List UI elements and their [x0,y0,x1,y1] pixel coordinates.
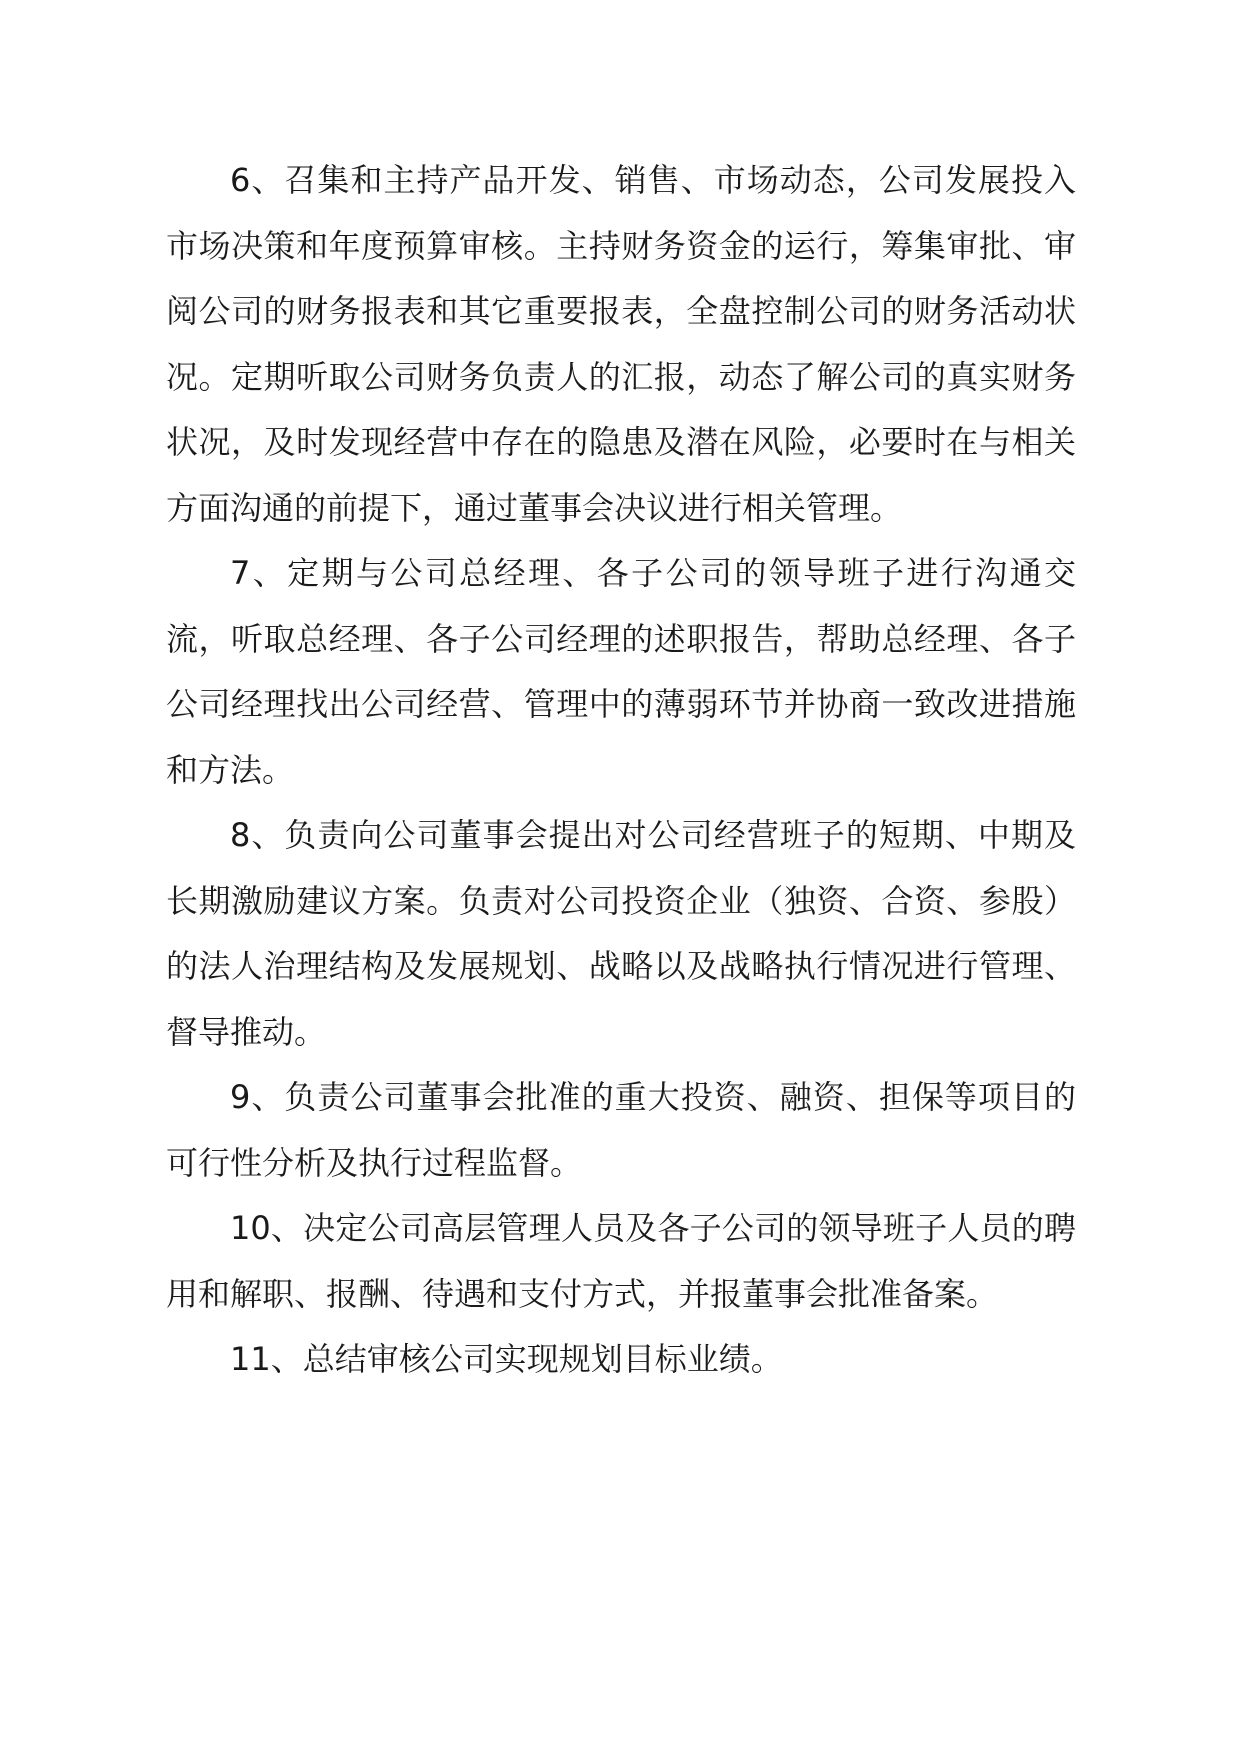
paragraph-item-9: 9、负责公司董事会批准的重大投资、融资、担保等项目的可行性分析及执行过程监督。 [166,1078,1076,1182]
paragraph-item-10: 10、决定公司高层管理人员及各子公司的领导班子人员的聘用和解职、报酬、待遇和支付方式，并报董事会批准备案。 [166,1209,1076,1313]
paragraph-item-8: 8、负责向公司董事会提出对公司经营班子的短期、中期及长期激励建议方案。负责对公司投资企业（独资、合资、参股）的法人治理结构及发展规划、战略以及战略执行情况进行管理、督导推动。 [166,816,1076,1051]
paragraph-item-11: 11、总结审核公司实现规划目标业绩。 [230,1340,783,1378]
paragraph-item-6: 6、召集和主持产品开发、销售、市场动态，公司发展投入市场决策和年度预算审核。主持财务资金的运行，筹集审批、审阅公司的财务报表和其它重要报表，全盘控制公司的财务活动状况。定期听取公司财务负责人的汇报，动态了解公司的真实财务状况，及时发现经营中存在的隐患及潜在风险，必要时在与相关方面沟通的前提下，通过董事会决议进行相关管理。 [166,161,1076,527]
paragraph-item-7: 7、定期与公司总经理、各子公司的领导班子进行沟通交流，听取总经理、各子公司经理的述职报告，帮助总经理、各子公司经理找出公司经营、管理中的薄弱环节并协商一致改进措施和方法。 [166,554,1076,789]
document-page [166,148,1076,1393]
